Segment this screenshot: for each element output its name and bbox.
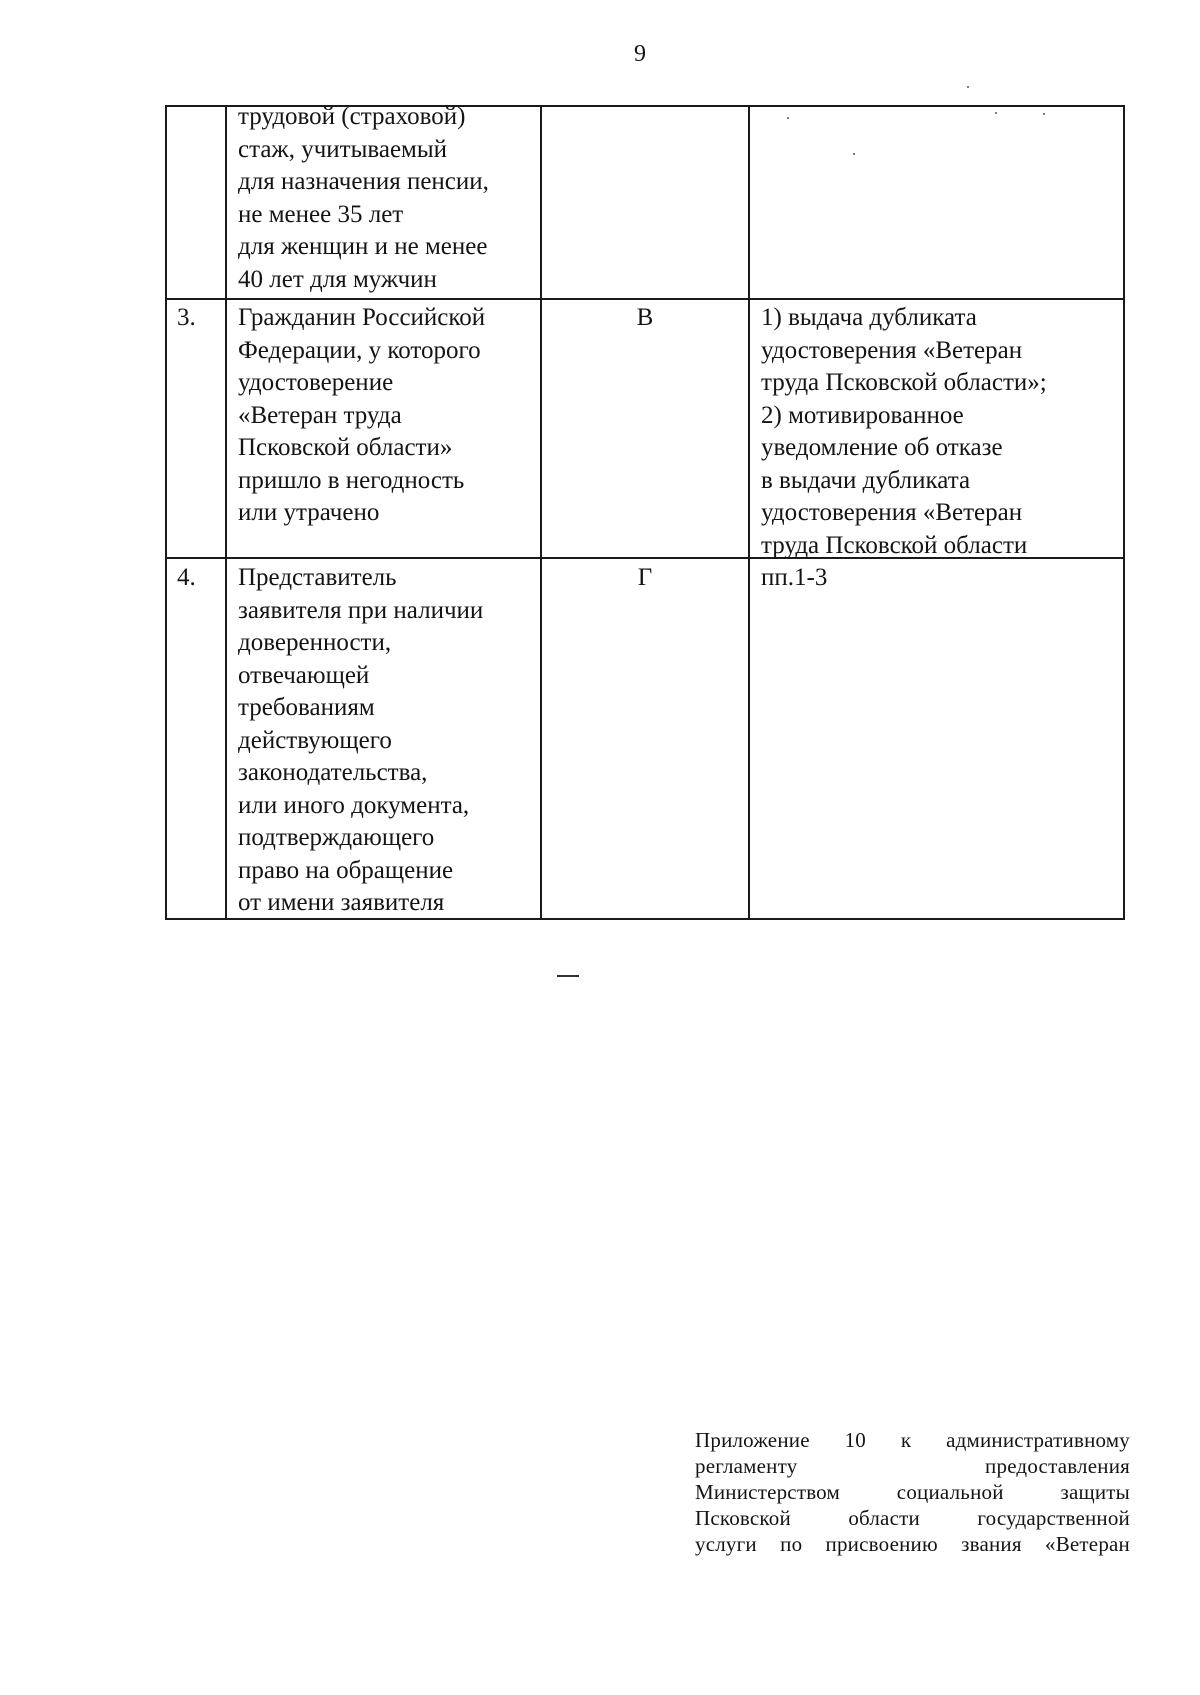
- text-line: пп.1-3: [761, 564, 828, 591]
- text-line: законодательства,: [238, 759, 428, 786]
- text-line: «Ветеран труда: [238, 401, 402, 429]
- text-line: или иного документа,: [238, 791, 470, 819]
- text-line: или утрачено: [238, 499, 380, 526]
- row-category: В: [636, 304, 654, 331]
- text-line: регламенту предоставления: [695, 1454, 1130, 1478]
- row-category: Г: [637, 564, 653, 591]
- page-number: 9: [634, 41, 646, 67]
- text-line: пришло в негодность: [238, 466, 465, 494]
- scan-speck: [853, 153, 855, 155]
- text-line: Министерством социальной защиты: [695, 1480, 1130, 1504]
- table-rule-col1: [225, 105, 227, 920]
- text-line: труда Псковской области: [761, 531, 1028, 559]
- text-line: 2) мотивированное: [761, 401, 964, 429]
- text-line: от имени заявителя: [238, 889, 445, 916]
- table-rule-left: [165, 105, 167, 920]
- table-rule-right: [1123, 105, 1125, 920]
- scan-speck: [787, 117, 789, 119]
- text-line: для назначения пенсии,: [238, 168, 489, 195]
- text-line: подтверждающего: [238, 824, 435, 851]
- row-description: [238, 562, 483, 920]
- scan-speck: [967, 86, 969, 88]
- appendix-note: [695, 1427, 1130, 1557]
- text-line: труда Псковской области»;: [761, 369, 1047, 396]
- separator-dash: [557, 975, 579, 977]
- text-line: Псковской области»: [238, 434, 453, 461]
- text-line: 40 лет для мужчин: [238, 265, 437, 293]
- text-line: удостоверения «Ветеран: [761, 499, 1023, 526]
- scan-speck: [995, 112, 997, 114]
- text-line: не менее 35 лет: [238, 200, 404, 228]
- row-result: [761, 302, 1047, 562]
- text-line: доверенности,: [238, 629, 392, 656]
- row-result: [761, 562, 827, 595]
- text-line: отвечающей: [238, 661, 370, 689]
- text-line: удостоверения «Ветеран: [761, 336, 1023, 364]
- criteria-table: [165, 105, 1125, 920]
- scan-speck: [1043, 113, 1045, 115]
- text-line: заявителя при наличии: [238, 596, 484, 624]
- text-line: действующего: [238, 726, 392, 754]
- text-line: стаж, учитываемый: [238, 135, 448, 163]
- row-number: 3.: [177, 304, 196, 331]
- text-line: Псковской области государственной: [695, 1506, 1130, 1530]
- text-line: уведомление об отказе: [761, 434, 1003, 461]
- text-line: Гражданин Российской: [238, 304, 486, 331]
- row-description: [238, 302, 485, 530]
- text-line: 1) выдача дубликата: [761, 304, 977, 331]
- text-line: право на обращение: [238, 856, 454, 884]
- row-description: [238, 101, 489, 296]
- text-line: Приложение 10 к административному: [695, 1428, 1130, 1452]
- text-line: Представитель: [238, 564, 397, 591]
- text-line: для женщин и не менее: [238, 233, 488, 260]
- text-line: услуги по присвоению звания «Ветеран: [695, 1532, 1130, 1556]
- text-line: требованиям: [238, 694, 375, 721]
- text-line: удостоверение: [238, 369, 394, 396]
- table-rule-col2: [540, 105, 542, 920]
- text-line: Федерации, у которого: [238, 336, 481, 364]
- text-line: трудовой (страховой): [238, 103, 466, 130]
- text-line: в выдачи дубликата: [761, 466, 971, 494]
- table-rule-row1: [165, 298, 1125, 300]
- table-rule-col3: [748, 105, 750, 920]
- row-number: 4.: [177, 564, 196, 591]
